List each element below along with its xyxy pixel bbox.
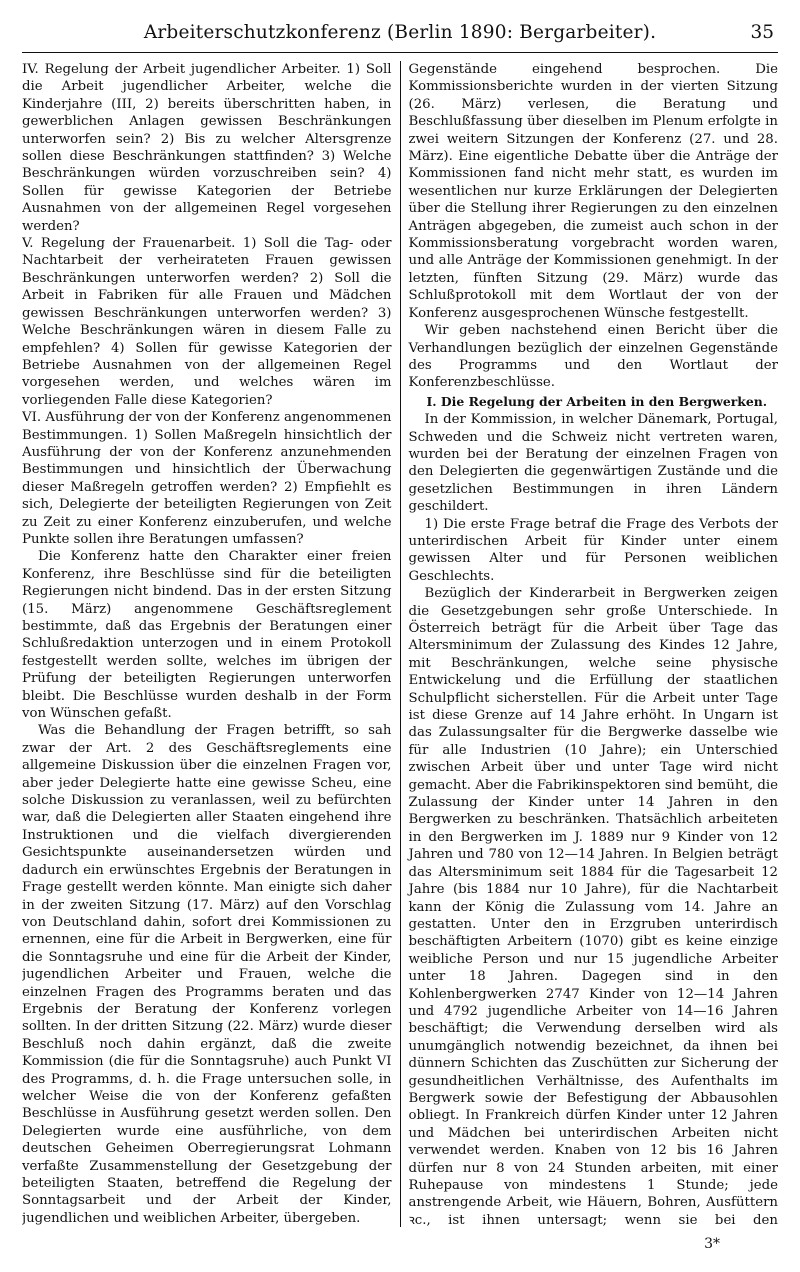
paragraph-gegenstaende: Gegenstände eingehend besprochen. Die Kommissionsberichte wurden in der vierten Sitzung (26. März) verlesen, die Beratung und Beschlußfassung über dieselben im Plenum erfolgte in zwei weitern Sitzungen der Konferenz (27. und 28. März). Eine eigentliche Debatte über die Anträge der Kommissionen fand nicht mehr statt, es wurden im wesentlichen nur kurze Erklärungen der Delegierten über die Stellung ihrer Regierungen zu den einzelnen Anträgen abgegeben, die zumeist auch schon in der Kommissionsberatung vorgebracht worden waren, und alle Anträge der Kommissionen genehmigt. In der letzten, fünften Sitzung (29. März) wurde das Schlußprotokoll mit dem Wortlaut der von der Konferenz ausgesprochenen Wünsche festgestellt. [408, 62, 778, 321]
paragraph-kinderarbeit: Bezüglich der Kinderarbeit in Bergwerken zeigen die Gesetzgebungen sehr große Unterschiede. In Österreich beträgt für die Arbeit über Tage das Altersminimum der Zulassung des Kindes 12 Jahre, mit Beschränkungen, welche seine physische Entwickelung und die Erfüllung der staatlichen Schulpflicht sicherstellen. Für die Arbeit unter Tage ist diese Grenze auf 14 Jahre erhöht. In Ungarn ist das Zulassungsalter für die Bergwerke dasselbe wie für alle Industrien (10 Jahre); ein Unterschied zwischen Arbeit über und unter Tage wird nicht gemacht. Aber die Fabrikinspektoren sind bemüht, die Zulassung der Kinder unter 14 Jahren in den Bergwerken zu beschränken. Thatsächlich arbeiteten in den Bergwerken im J. 1889 nur 9 Kinder von 12 Jahren und 780 von 12—14 Jahren. In Belgien beträgt das Altersminimum seit 1884 für die Tagesarbeit 12 Jahre (bis 1884 nur 10 Jahre), für die Nachtarbeit kann der König die Zulassung vom 14. Jahre an gestatten. Unter den in Erzgruben unterirdisch beschäftigten Arbeitern (1070) gibt es keine einzige weibliche Person und nur 15 jugendliche Arbeiter unter 18 Jahren. Dagegen sind in den Kohlenbergwerken 2747 Kinder von 12—14 Jahren und 4792 jugendliche Arbeiter von 14—16 Jahren beschäftigt; die Verwendung derselben wird als unumgänglich notwendig bezeichnet, da ihnen bei dünnern Schichten das Zuschütten zur Sicherung der gesundheitlichen Verhältnisse, des Aufenthalts im Bergwerk sowie der Befestigung der Abbausohlen obliegt. In Frankreich dürfen Kinder unter 12 Jahren und Mädchen bei unterirdischen Arbeiten nicht verwendet werden. Knaben von 12 bis 16 Jahren dürfen nur 8 von 24 Stunden arbeiten, mit einer Ruhepause von mindestens 1 Stunde; jede anstrengende Arbeit, wie Häuern, Bohren, Ausfüttern ꝛc., ist ihnen untersagt; wenn sie bei den [408, 586, 778, 1227]
section-heading-bergwerke: I. Die Regelung der Arbeiten in den Bergwerken. [426, 393, 768, 409]
running-header [22, 16, 778, 50]
text-columns [22, 61, 778, 1227]
paragraph-erste-frage: 1) Die erste Frage betraf die Frage des Verbots der unterirdischen Arbeit für Kinder unter einem gewissen Alter und für Personen weiblichen Geschlechts. [408, 516, 778, 584]
paragraph-v: V. Regelung der Frauenarbeit. 1) Soll die Tag- oder Nachtarbeit der verheirateten Frauen gewissen Beschränkungen unterworfen werden? 2) Soll die Arbeit in Fabriken für alle Frauen und Mädchen gewissen Beschränkungen unterworfen werden? 3) Welche Beschränkungen wären in diesem Falle zu empfehlen? 4) Sollen für gewisse Kategorien der Betriebe Ausnahmen von der allgemeinen Regel vorgesehen werden, und welches wären im vorliegenden Falle diese Kategorien? [22, 236, 392, 408]
paragraph-bericht: Wir geben nachstehend einen Bericht über die Verhandlungen bezüglich der einzelnen Gegenstände des Programms und den Wortlaut der Konferenzbeschlüsse. [408, 323, 778, 391]
paragraph-behandlung: Was die Behandlung der Fragen betrifft, so sah zwar der Art. 2 des Geschäftsreglements eine allgemeine Diskussion über die einzelnen Fragen vor, aber jeder Delegierte hatte eine gewisse Scheu, eine solche Diskussion zu veranlassen, weil zu befürchten war, daß die Delegierten aller Staaten eingehend ihre Instruktionen und die vielfach divergierenden Gesichtspunkte auseinandersetzen würden und dadurch ein erwünschtes Ergebnis der Beratungen in Frage gestellt werden könnte. Man einigte sich daher in der zweiten Sitzung (17. März) auf den Vorschlag von Deutschland dahin, sofort drei Kommissionen zu ernennen, eine für die Arbeit in Bergwerken, eine für die Sonntagsruhe und eine für die Arbeit der Kinder, jugendlichen Arbeiter und Frauen, welche die einzelnen Fragen des Programms beraten und das Ergebnis der Beratung der Konferenz vorlegen sollten. In der dritten Sitzung (22. März) wurde dieser Beschluß noch dahin ergänzt, daß die zweite Kommission (die für die Sonntagsruhe) auch Punkt VI des Programms, d. h. die Frage untersuchen solle, in welcher Weise die von der Konferenz gefaßten Beschlüsse in Ausführung gesetzt werden sollen. Den Delegierten wurde eine ausführliche, von dem deutschen Geheimen Oberregierungsrat Lohmann verfaßte Zusammenstellung der Gesetzgebung der beteiligten Staaten, betreffend die Regelung der Sonntagsarbeit und der Arbeit der Kinder, jugendlichen und weiblichen Arbeiter, übergeben. [22, 723, 392, 1226]
left-column [22, 61, 400, 1227]
paragraph-konferenz-charakter: Die Konferenz hatte den Charakter einer freien Konferenz, ihre Beschlüsse sind für die beteiligten Regierungen nicht bindend. Das in der ersten Sitzung (15. März) angenommene Geschäftsreglement bestimmte, daß das Ergebnis der Beratungen einer Schlußredaktion unterzogen und in einem Protokoll festgestellt werden sollte, welches im übrigen der Prüfung der beteiligten Regierungen unterworfen bleibt. Die Beschlüsse wurden deshalb in der Form von Wünschen gefaßt. [22, 549, 392, 722]
paragraph-kommission: In der Kommission, in welcher Dänemark, Portugal, Schweden und die Schweiz nicht vertreten waren, wurden bei der Beratung der einzelnen Fragen von den Delegierten die gegenwärtigen Zustände und die gesetzlichen Bestimmungen in ihren Ländern geschildert. [408, 412, 778, 515]
running-title: Arbeiterschutzkonferenz (Berlin 1890: Bergarbeiter). [143, 22, 657, 43]
signature-mark: 3* [704, 1236, 720, 1252]
paragraph-vi: VI. Ausführung der von der Konferenz angenommenen Bestimmungen. 1) Sollen Maßregeln hinsichtlich der Ausführung der von der Konferenz anzunehmenden Bestimmungen und hinsichtlich der Überwachung dieser Maßregeln getroffen werden? 2) Empfiehlt es sich, Delegierte der beteiligten Regierungen von Zeit zu Zeit zu einer Konferenz einzuberufen, und welche Punkte sollen ihre Beratungen umfassen? [22, 410, 392, 547]
header-rule [22, 52, 778, 53]
right-column [400, 61, 779, 1227]
page-number: 35 [750, 22, 774, 43]
paragraph-iv: IV. Regelung der Arbeit jugendlicher Arbeiter. 1) Soll die Arbeit jugendlicher Arbeiter, welche die Kinderjahre (III, 2) bereits überschritten haben, in gewerblichen Anlagen gewissen Beschränkungen unterworfen sein? 2) Bis zu welcher Altersgrenze sollen diese Beschränkungen stattfinden? 3) Welche Beschränkungen würden vorzuschreiben sein? 4) Sollen für gewisse Kategorien der Betriebe Ausnahmen von der allgemeinen Regel vorgesehen werden? [22, 62, 392, 234]
